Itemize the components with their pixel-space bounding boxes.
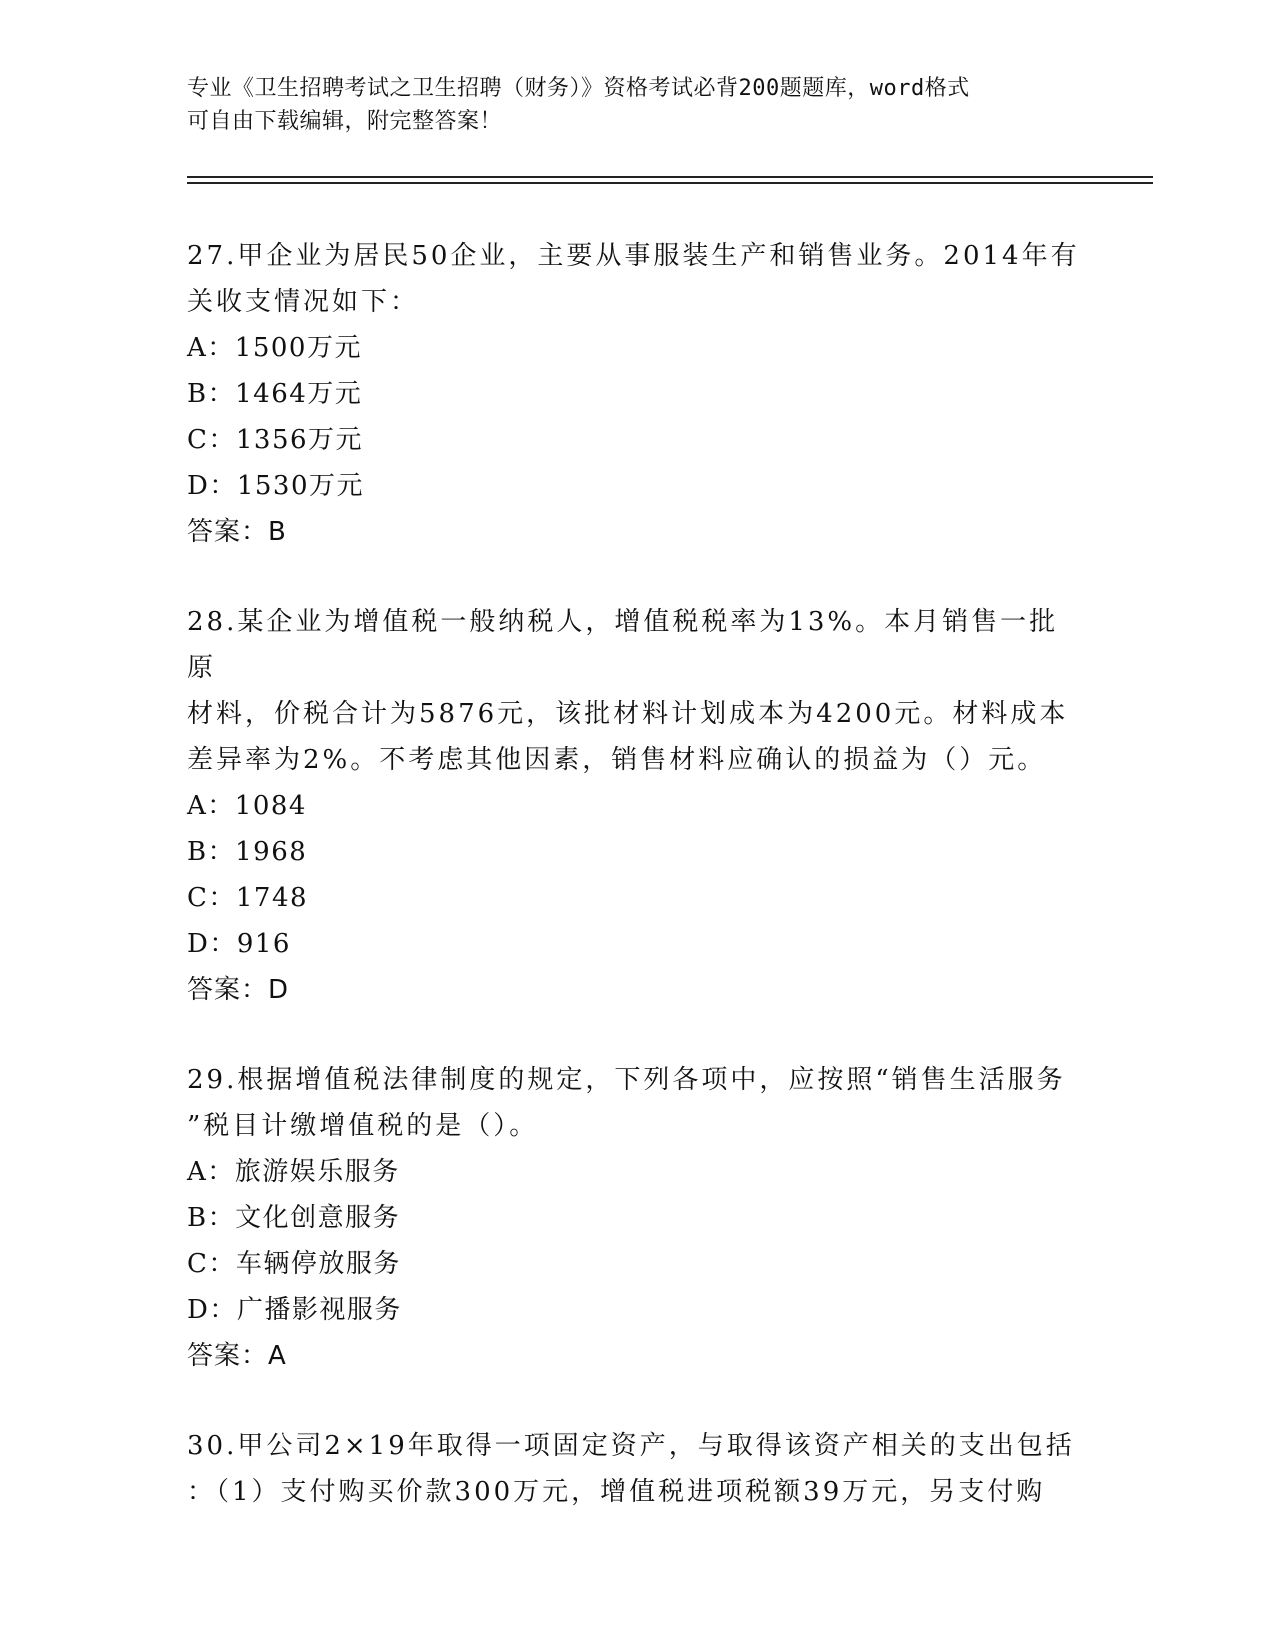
- answer-label: 答案：A: [187, 1341, 287, 1371]
- question-text-line: ：（1）支付购买价款300万元，增值税进项税额39万元，另支付购: [187, 1477, 1046, 1507]
- option-c: C：1748: [187, 883, 309, 913]
- option-b: B：1464万元: [187, 379, 363, 409]
- header-line-2: 可自由下载编辑，附完整答案！: [187, 109, 503, 134]
- question-text-line: 30.甲公司2×19年取得一项固定资产，与取得该资产相关的支出包括: [187, 1431, 1075, 1461]
- answer-label: 答案：D: [187, 975, 290, 1005]
- question-text-line: 差异率为2%。不考虑其他因素，销售材料应确认的损益为（）元。: [187, 745, 1047, 775]
- header-line-1: 专业《卫生招聘考试之卫生招聘（财务）》资格考试必背200题题库，word格式: [187, 76, 970, 101]
- option-a: A：1500万元: [187, 333, 362, 363]
- document-header: [187, 72, 1067, 138]
- question-28: [187, 599, 1087, 1013]
- option-d: D：广播影视服务: [187, 1295, 402, 1325]
- header-divider-bottom: [187, 182, 1153, 184]
- question-list: [187, 233, 1087, 1559]
- question-text-line: 关收支情况如下：: [187, 287, 420, 317]
- question-27: [187, 233, 1087, 555]
- question-29: [187, 1057, 1087, 1379]
- option-d: D：916: [187, 929, 291, 959]
- option-b: B：1968: [187, 837, 308, 867]
- option-c: C：1356万元: [187, 425, 364, 455]
- option-b: B：文化创意服务: [187, 1203, 401, 1233]
- option-a: A：1084: [187, 791, 307, 821]
- question-text-line: 27.甲企业为居民50企业，主要从事服装生产和销售业务。2014年有: [187, 241, 1080, 271]
- option-a: A：旅游娱乐服务: [187, 1157, 400, 1187]
- question-text-line: 28.某企业为增值税一般纳税人，增值税税率为13%。本月销售一批原: [187, 607, 1059, 683]
- answer-label: 答案：B: [187, 517, 287, 547]
- option-c: C：车辆停放服务: [187, 1249, 401, 1279]
- option-d: D：1530万元: [187, 471, 365, 501]
- header-divider-top: [187, 176, 1153, 178]
- question-30: [187, 1423, 1087, 1515]
- question-text-line: 29.根据增值税法律制度的规定，下列各项中，应按照“销售生活服务: [187, 1065, 1066, 1095]
- question-text-line: ”税目计缴增值税的是（）。: [187, 1111, 539, 1141]
- question-text-line: 材料，价税合计为5876元，该批材料计划成本为4200元。材料成本: [187, 699, 1069, 729]
